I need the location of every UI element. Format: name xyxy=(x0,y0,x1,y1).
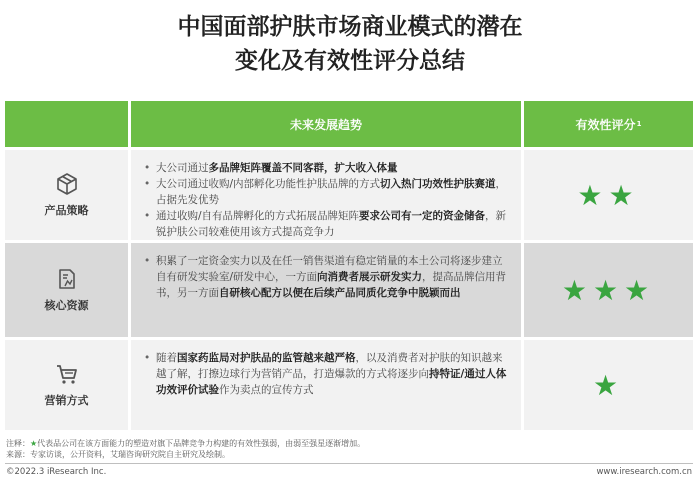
footnote xyxy=(6,438,365,449)
source-note: 来源：专家访谈，公开资料，艾瑞咨询研究院自主研究及绘制。 xyxy=(6,450,230,459)
header-trend-label: 未来发展趋势 xyxy=(289,117,362,132)
bold-text: 持特证/通过人体功效评价试验 xyxy=(156,368,507,396)
row-category-label: 产品策略 xyxy=(44,204,89,217)
bold-text: 切入热门功效性护肤赛道 xyxy=(380,178,496,190)
desc-list xyxy=(131,340,521,398)
text: 大公司通过收购/内部孵化功能性护肤品牌的方式 xyxy=(156,178,381,190)
text: 作为卖点的宣传方式 xyxy=(219,384,314,396)
row-category-label: 核心资源 xyxy=(44,299,89,312)
bullet-item xyxy=(156,208,511,240)
row-category-resources xyxy=(5,243,128,337)
row-desc-marketing xyxy=(131,340,521,430)
bold-text: 向消费者展示研发实力 xyxy=(317,271,423,283)
bullet-item xyxy=(156,253,511,301)
bold-text: 自研核心配方以便在后续产品同质化竞争中脱颖而出 xyxy=(219,287,461,299)
footer-divider xyxy=(5,463,693,464)
bold-text: 多品牌矩阵覆盖不同客群，扩大收入体量 xyxy=(208,162,398,174)
header-blank-cell xyxy=(5,101,128,147)
bullet-item xyxy=(156,350,511,398)
star-rating: ★★ xyxy=(577,178,640,212)
text: 积累了一定资金实力以及在任一销售渠道有稳定销量的本土公司将逐步建立自有研发实验室/研发中心，一方面 xyxy=(156,255,503,283)
page-title xyxy=(0,10,700,78)
star-icon: ★ xyxy=(30,439,38,448)
text: ，以及消费者对护肤的知识越来越了解，打擦边球行为营销产品，打造爆款的方式将逐步向 xyxy=(156,352,503,380)
bold-text: 要求公司有一定的资金储备 xyxy=(359,210,486,222)
text: 通过收购/自有品牌孵化的方式拓展品牌矩阵 xyxy=(156,210,360,222)
footnote-text: 代表品公司在该方面能力的塑造对旗下品牌竞争力构建的有效性强弱，由弱至强星逐渐增加。 xyxy=(37,439,366,448)
text: ，新锐护肤公司较难使用该方式提高竞争力 xyxy=(156,210,507,238)
desc-list xyxy=(131,150,521,240)
title-line-1: 中国面部护肤市场商业模式的潜在 xyxy=(177,14,523,40)
row-category-marketing xyxy=(5,340,128,430)
row-score-marketing xyxy=(524,340,693,430)
copyright: ©2022.3 iResearch Inc. xyxy=(6,467,107,477)
header-score-footnote: 1 xyxy=(636,120,642,128)
text: 大公司通过 xyxy=(156,162,209,174)
header-score xyxy=(524,101,693,147)
text: 随着 xyxy=(156,352,177,364)
cube-icon xyxy=(55,172,79,196)
footnote-prefix: 注释： xyxy=(6,439,30,448)
row-score-product xyxy=(524,150,693,240)
text: ，占据先发优势 xyxy=(156,178,507,206)
row-score-resources xyxy=(524,243,693,337)
star-rating: ★ xyxy=(592,368,625,402)
research-document-icon xyxy=(55,267,79,291)
title-line-2: 变化及有效性评分总结 xyxy=(235,48,465,74)
header-trend xyxy=(131,101,521,147)
desc-list xyxy=(131,243,521,301)
star-rating: ★★★ xyxy=(561,273,656,307)
bullet-item xyxy=(156,160,511,176)
header-score-label: 有效性评分 xyxy=(575,117,636,132)
shopping-cart-icon xyxy=(55,362,79,386)
website: www.iresearch.com.cn xyxy=(596,467,692,477)
row-desc-product xyxy=(131,150,521,240)
bold-text: 国家药监局对护肤品的监管越来越严格 xyxy=(177,352,356,364)
row-category-product xyxy=(5,150,128,240)
bullet-item xyxy=(156,176,511,208)
row-desc-resources xyxy=(131,243,521,337)
text: ，提高品牌信用背书，另一方面 xyxy=(156,271,507,299)
row-category-label: 营销方式 xyxy=(44,394,89,407)
